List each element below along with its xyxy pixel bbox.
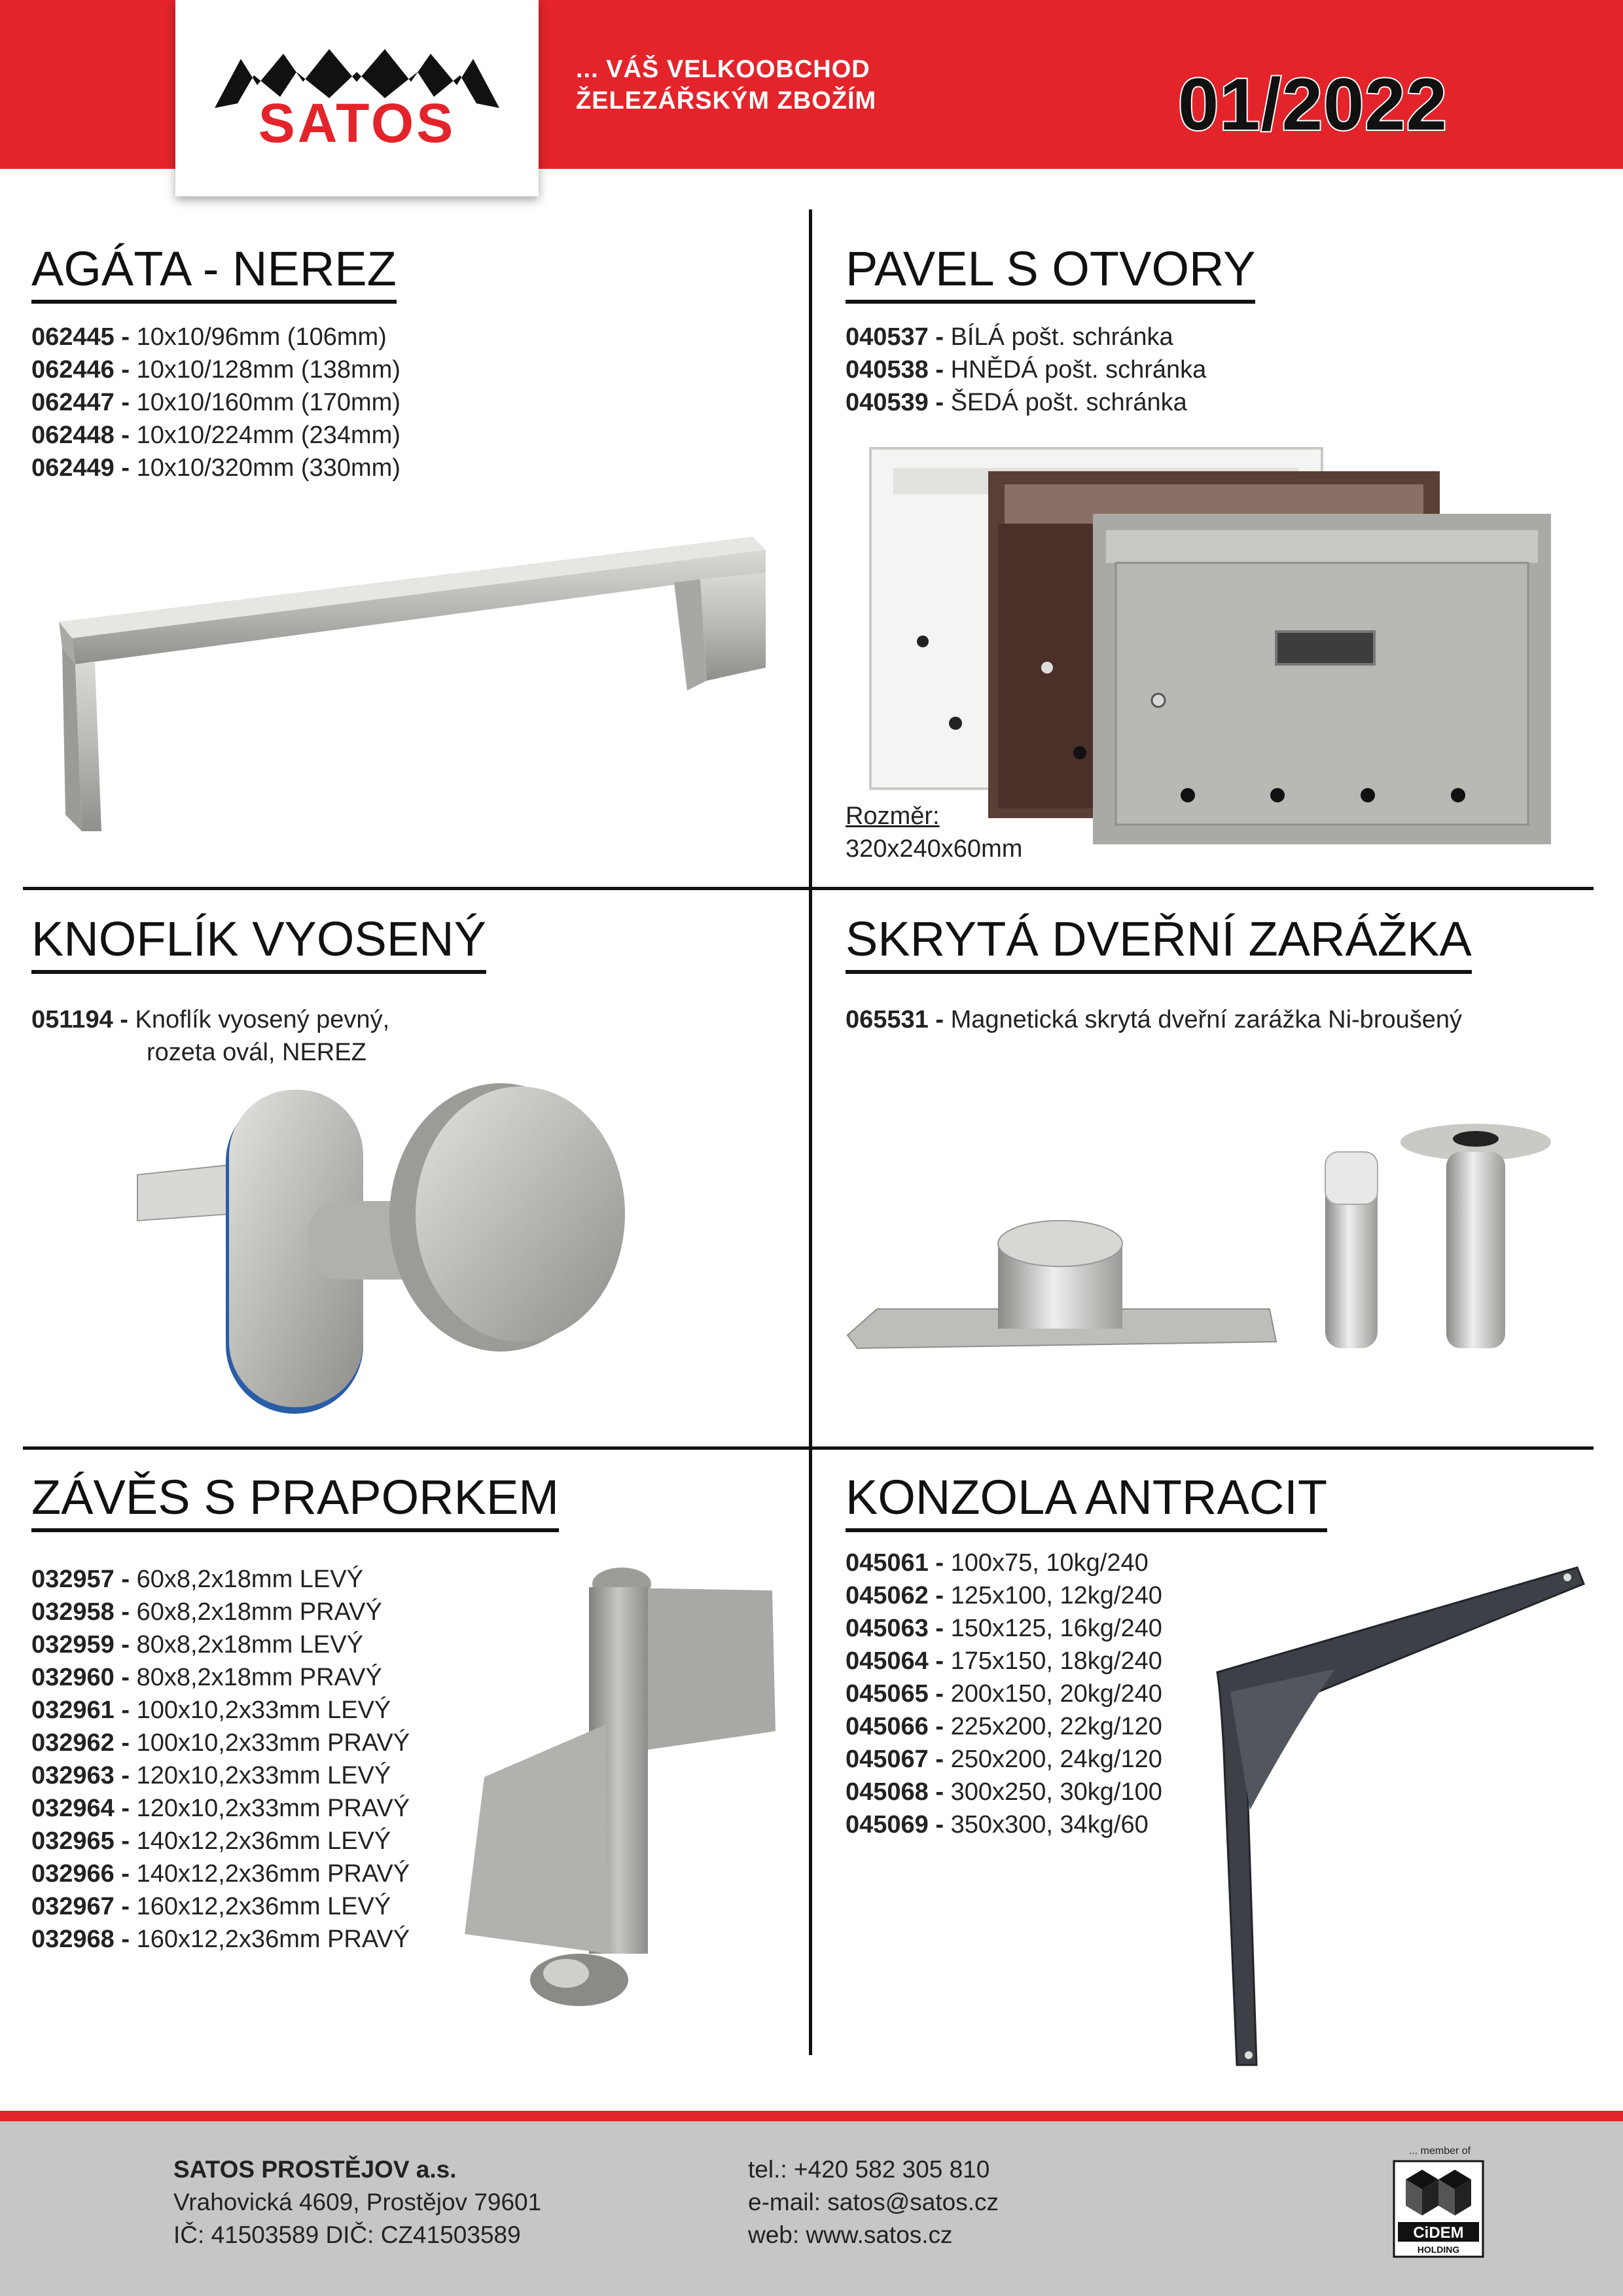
brand-logo bbox=[175, 0, 539, 196]
section-title-pavel: PAVEL S OTVORY bbox=[846, 241, 1255, 304]
list-item: 045069 - 350x300, 34kg/60 bbox=[846, 1811, 1149, 1839]
tagline-line-2: ŽELEZÁŘSKÝM ZBOŽÍM bbox=[576, 87, 877, 115]
list-item: 045065 - 200x150, 20kg/240 bbox=[846, 1680, 1162, 1708]
section-title-agata: AGÁTA - NEREZ bbox=[31, 241, 397, 304]
section-title-zarazka: SKRYTÁ DVEŘNÍ ZARÁŽKA bbox=[846, 911, 1472, 974]
horizontal-divider bbox=[23, 1446, 1594, 1450]
list-item: 032968 - 160x12,2x36mm PRAVÝ bbox=[31, 1926, 410, 1953]
list-item: 032967 - 160x12,2x36mm LEVÝ bbox=[31, 1893, 391, 1920]
company-ids: IČ: 41503589 DIČ: CZ41503589 bbox=[173, 2221, 521, 2248]
list-item: 032958 - 60x8,2x18mm PRAVÝ bbox=[31, 1598, 382, 1626]
knob-image bbox=[124, 1080, 726, 1420]
list-item: 045061 - 100x75, 10kg/240 bbox=[846, 1549, 1149, 1577]
hinge-image bbox=[438, 1561, 792, 2032]
size-label: Rozměr: bbox=[846, 802, 940, 830]
list-item: 045064 - 175x150, 18kg/240 bbox=[846, 1647, 1162, 1675]
list-item: 045067 - 250x200, 24kg/120 bbox=[846, 1746, 1162, 1773]
size-value: 320x240x60mm bbox=[846, 835, 1023, 863]
list-item: 032963 - 120x10,2x33mm LEVÝ bbox=[31, 1762, 391, 1789]
list-item: 032961 - 100x10,2x33mm LEVÝ bbox=[31, 1696, 391, 1724]
handle-image bbox=[46, 524, 779, 838]
phone: tel.: +420 582 305 810 bbox=[748, 2156, 990, 2183]
tagline-line-1: ... VÁŠ VELKOOBCHOD bbox=[576, 56, 870, 83]
list-item: 062445 - 10x10/96mm (106mm) bbox=[31, 323, 387, 351]
list-item: 045062 - 125x100, 12kg/240 bbox=[846, 1582, 1162, 1609]
list-item: 062447 - 10x10/160mm (170mm) bbox=[31, 389, 401, 416]
list-item: 032964 - 120x10,2x33mm PRAVÝ bbox=[31, 1795, 410, 1822]
section-title-zaves: ZÁVĚS S PRAPORKEM bbox=[31, 1469, 559, 1532]
list-item: 045063 - 150x125, 16kg/240 bbox=[846, 1615, 1162, 1642]
issue-number: 01/2022 bbox=[1178, 63, 1448, 145]
vertical-divider bbox=[809, 209, 812, 2055]
section-title-knoflik: KNOFLÍK VYOSENÝ bbox=[31, 911, 486, 974]
list-item: 040538 - HNĚDÁ pošt. schránka bbox=[846, 356, 1207, 384]
member-of-label: ... member of bbox=[1408, 2145, 1471, 2157]
list-item: 032959 - 80x8,2x18mm LEVÝ bbox=[31, 1631, 363, 1659]
company-info bbox=[173, 2153, 541, 2251]
list-item: 032962 - 100x10,2x33mm PRAVÝ bbox=[31, 1729, 410, 1757]
list-item: 062446 - 10x10/128mm (138mm) bbox=[31, 356, 401, 384]
footer-stripe bbox=[0, 2111, 1623, 2121]
company-name: SATOS PROSTĚJOV a.s. bbox=[173, 2156, 457, 2183]
list-item: 045066 - 225x200, 22kg/120 bbox=[846, 1713, 1162, 1740]
mailbox-image bbox=[864, 442, 1558, 848]
website[interactable]: web: www.satos.cz bbox=[748, 2221, 953, 2248]
list-item: 045068 - 300x250, 30kg/100 bbox=[846, 1778, 1162, 1806]
product-list-pavel bbox=[846, 321, 1206, 419]
list-item: 032965 - 140x12,2x36mm LEVÝ bbox=[31, 1827, 391, 1855]
product-desc-knoflik: 051194 - Knoflík vyosený pevný, rozeta ovál, NEREZ bbox=[31, 1006, 390, 1066]
door-stop-image bbox=[844, 1113, 1584, 1361]
brand-name: SATOS bbox=[258, 92, 456, 154]
product-list-zaves bbox=[31, 1563, 410, 1956]
section-title-konzola: KONZOLA ANTRACIT bbox=[846, 1469, 1327, 1532]
list-item: 062449 - 10x10/320mm (330mm) bbox=[31, 454, 401, 482]
contact-info bbox=[748, 2153, 999, 2251]
ciden-logo-icon bbox=[1393, 2160, 1484, 2258]
list-item: 032957 - 60x8,2x18mm LEVÝ bbox=[31, 1566, 363, 1593]
svg-text:HOLDING: HOLDING bbox=[1417, 2244, 1460, 2255]
tagline bbox=[576, 54, 876, 117]
list-item: 062448 - 10x10/224mm (234mm) bbox=[31, 422, 401, 449]
email[interactable]: e-mail: satos@satos.cz bbox=[748, 2189, 999, 2215]
product-list-agata bbox=[31, 321, 401, 484]
list-item: 032960 - 80x8,2x18mm PRAVÝ bbox=[31, 1664, 382, 1691]
bracket-image bbox=[1191, 1561, 1597, 2072]
list-item: 032966 - 140x12,2x36mm PRAVÝ bbox=[31, 1860, 410, 1888]
svg-text:CiDEM: CiDEM bbox=[1413, 2224, 1464, 2242]
product-desc-zarazka: 065531 - Magnetická skrytá dveřní zarážka Ni-broušený bbox=[846, 1006, 1463, 1033]
list-item: 040539 - ŠEDÁ pošt. schránka bbox=[846, 389, 1187, 416]
product-list-konzola bbox=[846, 1547, 1162, 1841]
list-item: 040537 - BÍLÁ pošt. schránka bbox=[846, 323, 1173, 351]
company-address: Vrahovická 4609, Prostějov 79601 bbox=[173, 2189, 542, 2215]
horizontal-divider bbox=[23, 887, 1594, 890]
